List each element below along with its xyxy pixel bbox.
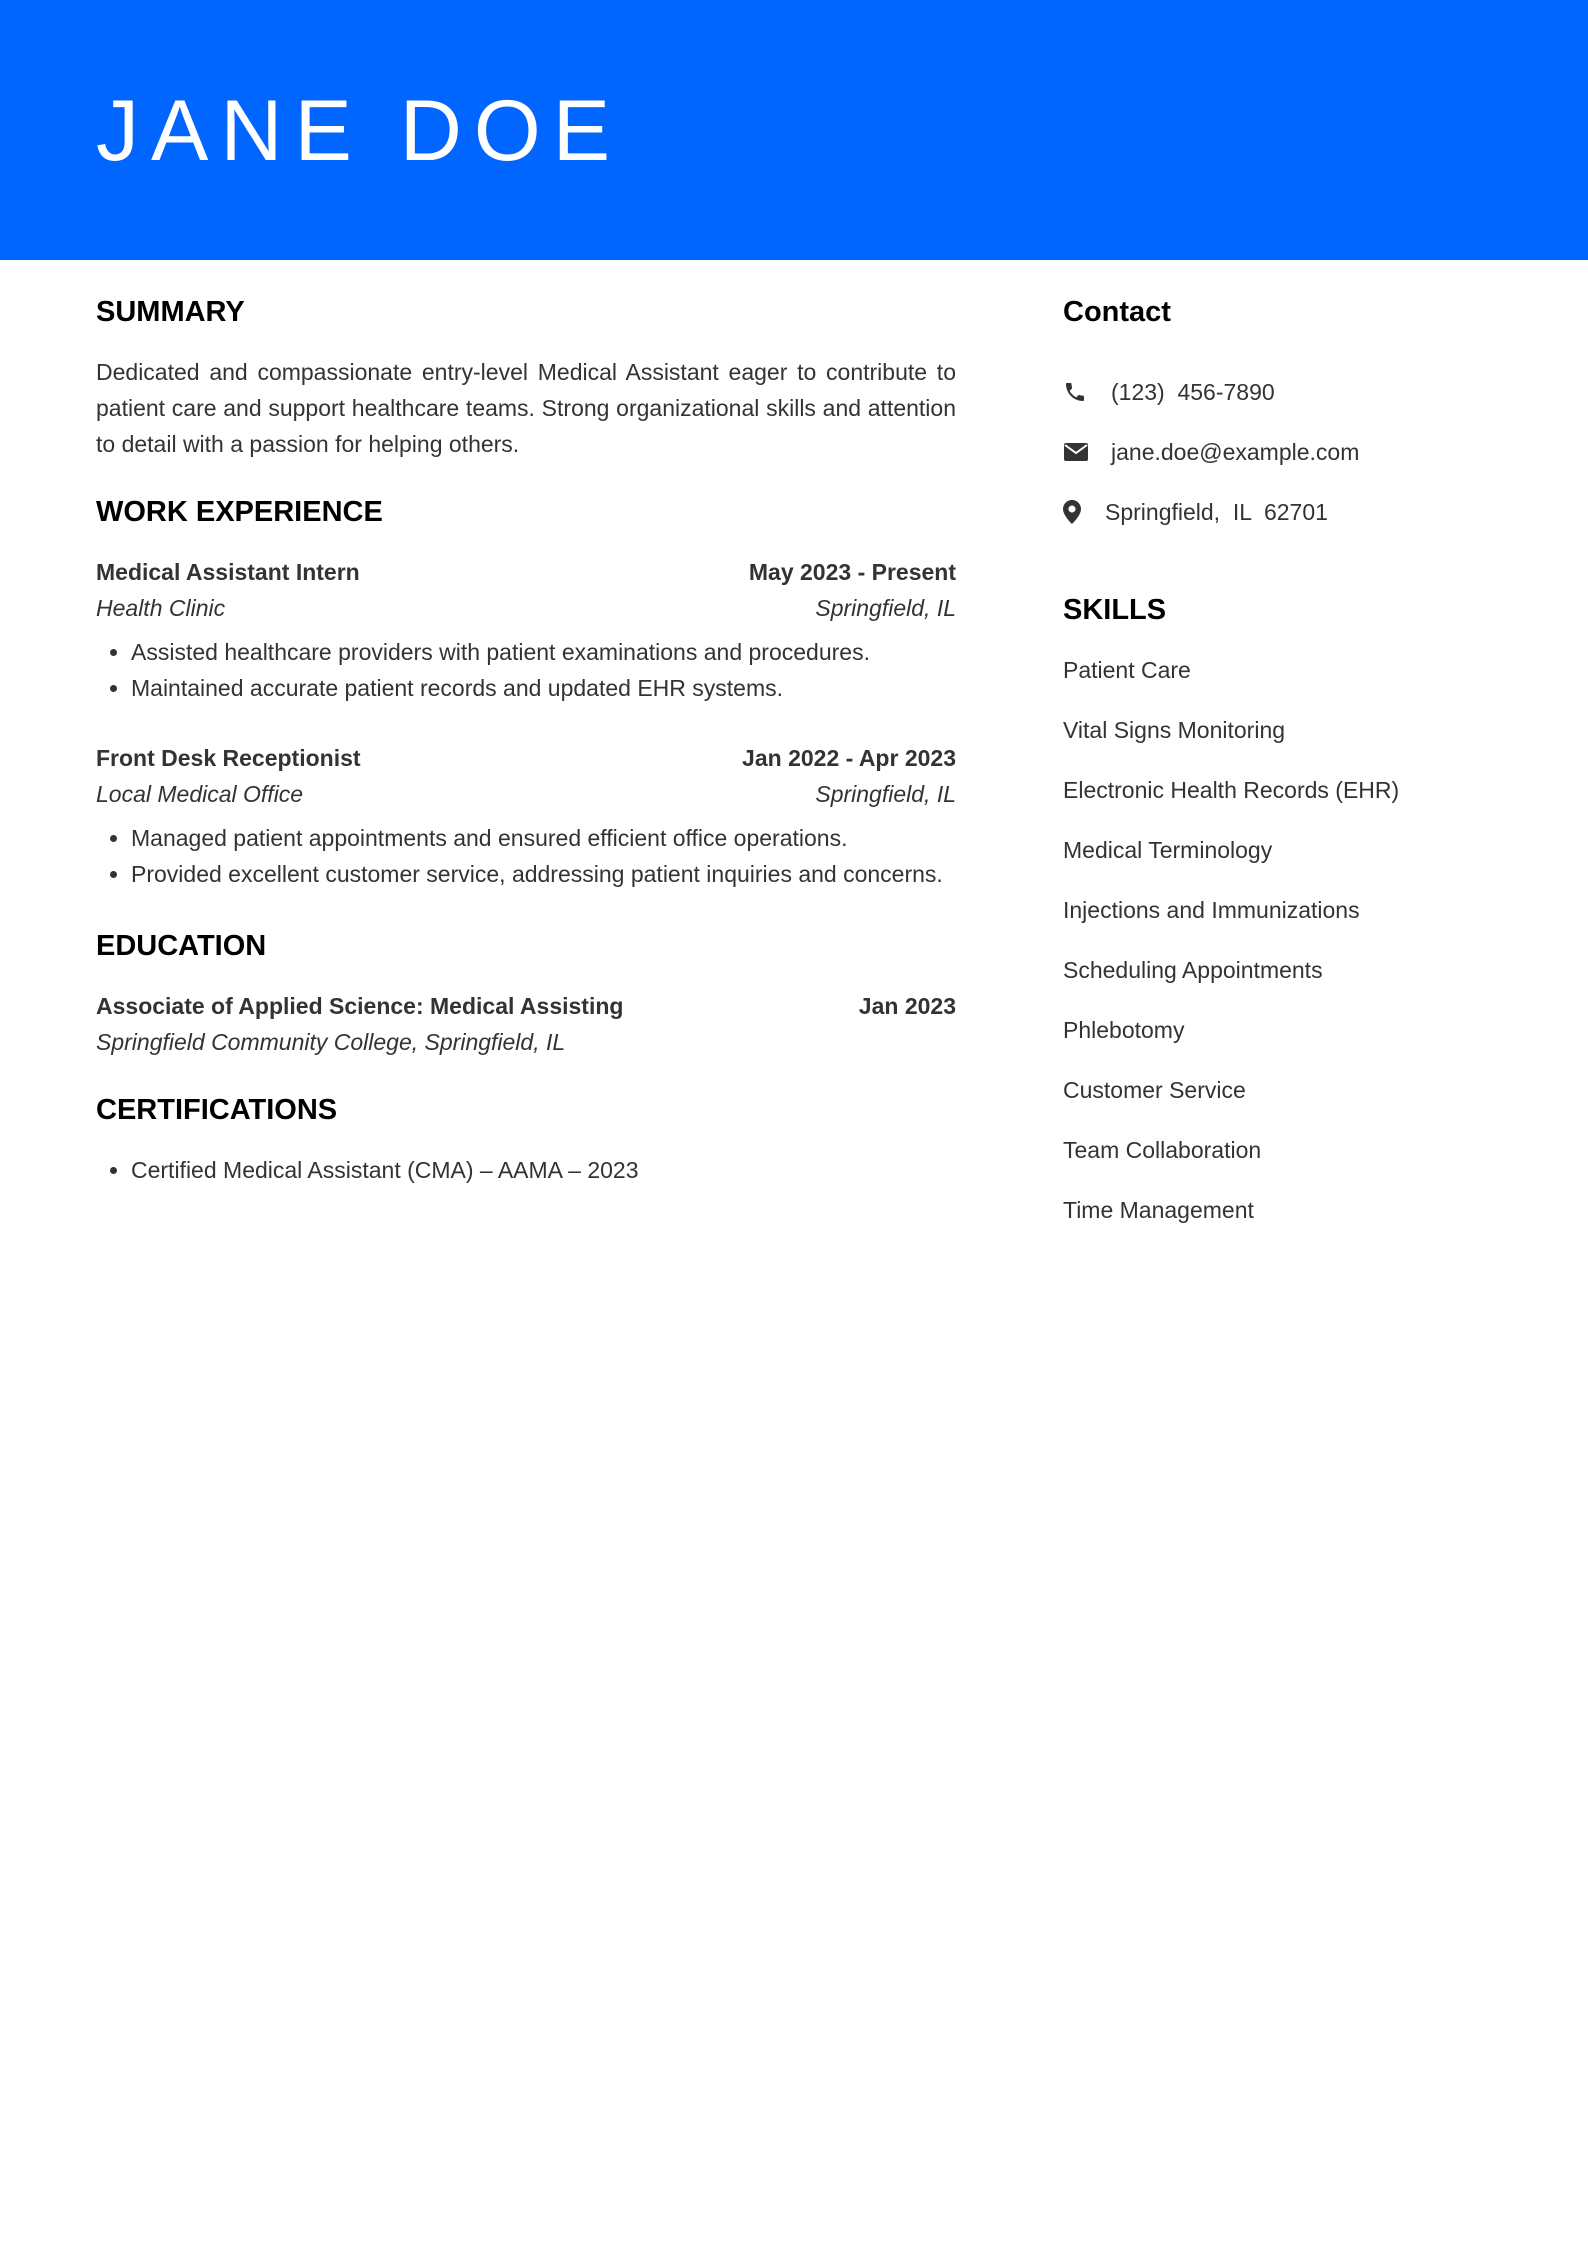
job-bullet: • Maintained accurate patient records and updated EHR systems. [131, 670, 956, 706]
skill-item: Patient Care [1063, 657, 1191, 683]
job-role: Medical Assistant Intern [96, 559, 360, 585]
summary-text: Dedicated and compassionate entry-level Medical Assistant eager to contribute to patient care and support healthcare teams. Strong organizational skills and attention to detail with a passion for helping others. [96, 359, 956, 457]
job-bullets [96, 820, 956, 892]
main-column [96, 292, 956, 1188]
summary-title: SUMMARY [96, 296, 245, 328]
contact-title: Contact [1063, 296, 1171, 328]
job-role: Front Desk Receptionist [96, 745, 361, 771]
education-school: Springfield Community College, Springfield, IL [96, 1029, 566, 1055]
contact-phone [1063, 362, 1483, 422]
skill-item: Electronic Health Records (EHR) [1063, 777, 1400, 803]
map-marker-icon [1063, 500, 1105, 524]
job-bullet: • Provided excellent customer service, addressing patient inquiries and concerns. [131, 856, 956, 892]
skill-item: Phlebotomy [1063, 1017, 1185, 1043]
contact-list [1063, 362, 1483, 542]
side-column [1063, 292, 1483, 1252]
contact-location [1063, 482, 1483, 542]
skill-item: Team Collaboration [1063, 1137, 1262, 1163]
job-bullet: • Assisted healthcare providers with patient examinations and procedures. [131, 634, 956, 670]
candidate-name: JANE DOE [96, 83, 623, 179]
certifications-title: CERTIFICATIONS [96, 1094, 338, 1126]
job-entry [96, 554, 956, 706]
job-location: Springfield, IL [815, 595, 956, 621]
contact-email [1063, 422, 1483, 482]
skill-item: Scheduling Appointments [1063, 957, 1323, 983]
skill-item: Time Management [1063, 1197, 1254, 1223]
job-bullet: • Managed patient appointments and ensured efficient office operations. [131, 820, 956, 856]
job-organization: Local Medical Office [96, 781, 304, 807]
certification-item: • Certified Medical Assistant (CMA) – AAMA – 2023 [131, 1152, 956, 1188]
skill-item: Injections and Immunizations [1063, 897, 1360, 923]
education-date: Jan 2023 [858, 993, 956, 1019]
contact-email-text: jane.doe@example.com [1111, 438, 1360, 465]
skills-list [1063, 652, 1483, 1228]
education-entry [96, 988, 956, 1060]
header-banner [0, 0, 1588, 260]
job-organization: Health Clinic [96, 595, 226, 621]
job-dates: Jan 2022 - Apr 2023 [742, 745, 956, 771]
contact-location-text: Springfield, IL 62701 [1105, 498, 1328, 525]
job-dates: May 2023 - Present [748, 559, 956, 585]
phone-icon [1063, 380, 1111, 404]
certifications-list [96, 1152, 956, 1188]
envelope-icon [1063, 442, 1111, 462]
skill-item: Medical Terminology [1063, 837, 1273, 863]
skill-item: Customer Service [1063, 1077, 1246, 1103]
job-entry [96, 740, 956, 892]
job-bullets [96, 634, 956, 706]
skill-item: Vital Signs Monitoring [1063, 717, 1286, 743]
contact-phone-text: (123) 456-7890 [1111, 378, 1275, 405]
work-experience-title: WORK EXPERIENCE [96, 496, 383, 528]
skills-title: SKILLS [1063, 594, 1167, 626]
education-title: EDUCATION [96, 930, 267, 962]
job-location: Springfield, IL [815, 781, 956, 807]
education-degree: Associate of Applied Science: Medical Assisting [96, 993, 624, 1019]
